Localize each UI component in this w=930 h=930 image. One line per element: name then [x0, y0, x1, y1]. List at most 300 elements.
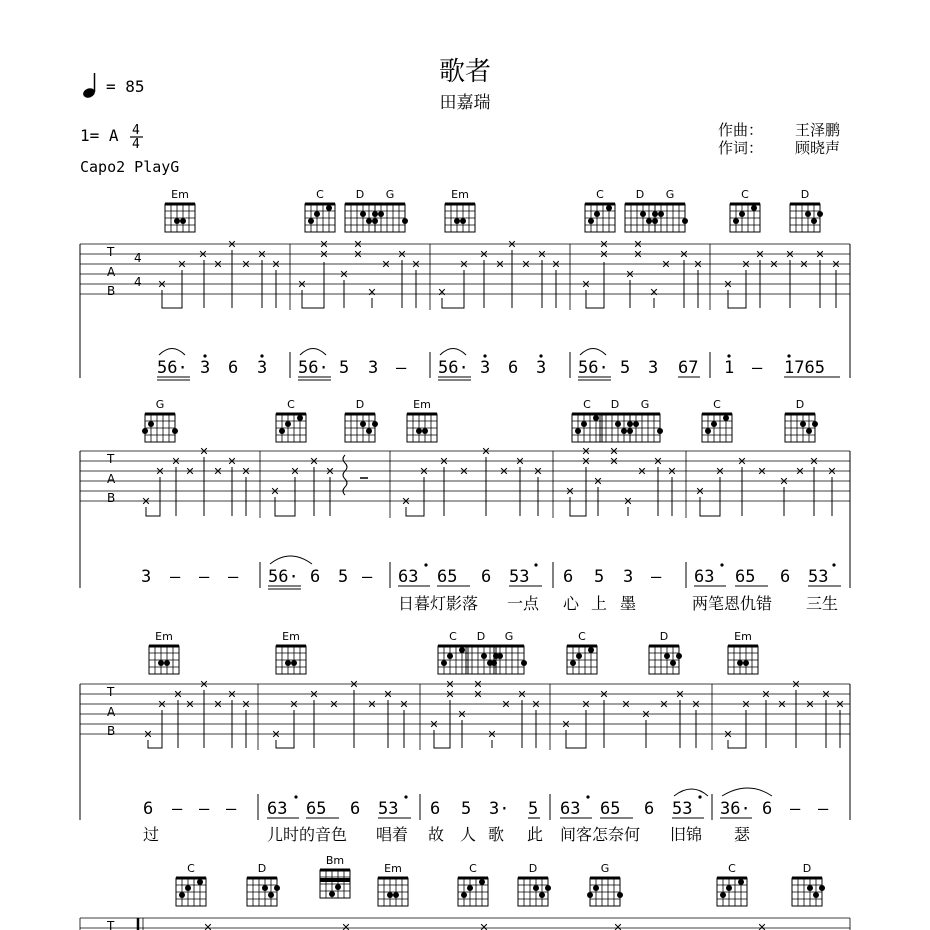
svg-text:✕: ✕ — [533, 465, 543, 478]
composer-name: 王泽鹏 — [795, 121, 841, 139]
chord-diagram — [785, 398, 818, 442]
svg-text:✕: ✕ — [487, 728, 497, 741]
svg-text:–: – — [362, 567, 373, 587]
svg-text:✕: ✕ — [290, 465, 300, 478]
svg-text:✕: ✕ — [737, 455, 747, 468]
chord-diagram — [378, 862, 408, 906]
tab-time-signature: 4 — [134, 275, 142, 289]
svg-text:1: 1 — [724, 358, 735, 378]
svg-text:✕: ✕ — [507, 238, 517, 251]
svg-text:✕: ✕ — [693, 258, 703, 271]
svg-text:✕: ✕ — [795, 465, 805, 478]
svg-text:5: 5 — [594, 567, 605, 587]
chord-diagram — [587, 862, 623, 906]
svg-text:6: 6 — [508, 358, 519, 378]
system-2 — [80, 398, 850, 613]
numbered-notation — [143, 788, 829, 820]
svg-text:✕: ✕ — [353, 238, 363, 251]
svg-text:✕: ✕ — [429, 718, 439, 731]
svg-text:65: 65 — [437, 567, 458, 587]
svg-text:3: 3 — [480, 358, 491, 378]
tab-clef: T — [107, 452, 115, 466]
tempo-marking: = 85 — [106, 77, 145, 96]
svg-text:✕: ✕ — [437, 286, 447, 299]
svg-text:✕: ✕ — [741, 258, 751, 271]
svg-text:✕: ✕ — [157, 278, 167, 291]
svg-text:✕: ✕ — [531, 698, 541, 711]
svg-text:D: D — [802, 862, 812, 875]
svg-text:56·: 56· — [268, 567, 299, 587]
svg-text:G: G — [155, 398, 165, 411]
chord-diagram — [792, 862, 825, 906]
chord-diagram — [276, 630, 306, 674]
svg-text:–: – — [752, 358, 763, 378]
chord-diagram — [717, 862, 747, 906]
svg-text:D: D — [610, 398, 620, 411]
svg-text:✕: ✕ — [479, 921, 489, 930]
svg-text:–: – — [651, 567, 662, 587]
svg-text:–: – — [199, 567, 210, 587]
svg-text:3: 3 — [536, 358, 547, 378]
chord-diagram — [728, 630, 758, 674]
svg-text:✕: ✕ — [171, 455, 181, 468]
chord-diagram — [790, 188, 823, 232]
chord-diagram — [445, 188, 475, 232]
system-3 — [80, 630, 850, 844]
svg-text:6: 6 — [563, 567, 574, 587]
svg-text:✕: ✕ — [637, 465, 647, 478]
svg-text:✕: ✕ — [623, 495, 633, 508]
svg-text:✕: ✕ — [185, 698, 195, 711]
chord-diagram — [585, 188, 615, 232]
svg-text:✕: ✕ — [227, 688, 237, 701]
svg-text:✕: ✕ — [203, 921, 213, 930]
svg-text:Em: Em — [734, 630, 752, 643]
svg-text:✕: ✕ — [439, 455, 449, 468]
svg-text:✕: ✕ — [155, 465, 165, 478]
key-signature: 1= A — [80, 126, 119, 145]
svg-text:✕: ✕ — [599, 688, 609, 701]
lyrics-line — [398, 594, 838, 613]
svg-text:✕: ✕ — [397, 248, 407, 261]
svg-text:✕: ✕ — [741, 698, 751, 711]
svg-text:6: 6 — [780, 567, 791, 587]
svg-text:✕: ✕ — [213, 698, 223, 711]
svg-text:✕: ✕ — [561, 718, 571, 731]
time-signature-bottom: 4 — [132, 137, 140, 152]
chord-diagram — [407, 398, 437, 442]
svg-text:✕: ✕ — [309, 688, 319, 701]
svg-text:D: D — [659, 630, 669, 643]
svg-text:✕: ✕ — [270, 485, 280, 498]
svg-text:✕: ✕ — [695, 485, 705, 498]
svg-text:✕: ✕ — [213, 465, 223, 478]
svg-text:✕: ✕ — [173, 688, 183, 701]
svg-text:✕: ✕ — [499, 465, 509, 478]
svg-text:✕: ✕ — [633, 248, 643, 261]
svg-text:✕: ✕ — [581, 455, 591, 468]
svg-text:✕: ✕ — [401, 495, 411, 508]
song-title: 歌者 — [438, 57, 492, 87]
svg-text:三生: 三生 — [806, 594, 839, 613]
svg-text:✕: ✕ — [715, 465, 725, 478]
chord-diagram — [276, 398, 306, 442]
svg-text:–: – — [790, 799, 801, 819]
svg-text:65: 65 — [600, 799, 621, 819]
svg-text:63: 63 — [560, 799, 581, 819]
svg-text:C: C — [583, 398, 591, 411]
svg-text:–: – — [396, 358, 407, 378]
system-4 — [80, 854, 850, 930]
svg-text:✕: ✕ — [367, 698, 377, 711]
svg-text:✕: ✕ — [815, 248, 825, 261]
tab-clef: T — [107, 685, 115, 699]
composer-label: 作曲： — [718, 121, 764, 139]
svg-text:–: – — [818, 799, 829, 819]
tab-clef: B — [107, 491, 116, 505]
svg-text:G: G — [665, 188, 675, 201]
svg-text:✕: ✕ — [757, 465, 767, 478]
svg-text:✕: ✕ — [501, 698, 511, 711]
svg-text:C: C — [728, 862, 736, 875]
svg-text:5: 5 — [461, 799, 472, 819]
chord-diagram — [600, 398, 633, 442]
svg-text:✕: ✕ — [515, 455, 525, 468]
svg-text:✕: ✕ — [419, 465, 429, 478]
svg-text:3·: 3· — [489, 799, 510, 819]
svg-text:✕: ✕ — [473, 678, 483, 691]
svg-text:✕: ✕ — [241, 465, 251, 478]
svg-text:63: 63 — [267, 799, 288, 819]
svg-text:✕: ✕ — [661, 258, 671, 271]
svg-text:✕: ✕ — [517, 688, 527, 701]
svg-text:✕: ✕ — [383, 688, 393, 701]
chord-diagram — [652, 188, 688, 232]
svg-text:✕: ✕ — [599, 238, 609, 251]
chord-diagram — [345, 398, 378, 442]
quarter-note-icon — [82, 73, 96, 99]
svg-text:一点: 一点 — [507, 594, 540, 613]
svg-text:D: D — [257, 862, 267, 875]
svg-text:✕: ✕ — [827, 465, 837, 478]
svg-text:6: 6 — [310, 567, 321, 587]
svg-text:C: C — [469, 862, 477, 875]
svg-text:✕: ✕ — [241, 698, 251, 711]
tab-clef: B — [107, 724, 116, 738]
chord-diagram — [149, 630, 179, 674]
svg-text:–: – — [199, 799, 210, 819]
svg-text:✕: ✕ — [227, 238, 237, 251]
svg-text:✕: ✕ — [157, 698, 167, 711]
svg-text:✕: ✕ — [445, 688, 455, 701]
svg-text:✕: ✕ — [297, 278, 307, 291]
chord-diagram — [176, 862, 206, 906]
svg-text:此: 此 — [527, 825, 544, 844]
lyrics-line — [143, 825, 751, 844]
svg-text:Em: Em — [171, 188, 189, 201]
svg-text:1765: 1765 — [784, 358, 825, 378]
svg-text:✕: ✕ — [445, 678, 455, 691]
svg-text:✕: ✕ — [399, 698, 409, 711]
svg-text:✕: ✕ — [809, 455, 819, 468]
svg-text:✕: ✕ — [481, 445, 491, 458]
tab-notes — [143, 678, 844, 741]
svg-text:✕: ✕ — [411, 258, 421, 271]
svg-text:–: – — [228, 567, 239, 587]
numbered-notation — [157, 349, 840, 381]
svg-text:Em: Em — [282, 630, 300, 643]
svg-text:✕: ✕ — [805, 698, 815, 711]
tab-clef: A — [107, 265, 116, 279]
svg-text:✕: ✕ — [551, 258, 561, 271]
svg-text:G: G — [504, 630, 514, 643]
svg-text:唱着: 唱着 — [376, 825, 409, 844]
svg-text:56·: 56· — [157, 358, 188, 378]
svg-text:56·: 56· — [438, 358, 469, 378]
svg-text:–: – — [172, 799, 183, 819]
svg-text:56·: 56· — [578, 358, 609, 378]
svg-text:Em: Em — [384, 862, 402, 875]
svg-text:G: G — [640, 398, 650, 411]
svg-text:✕: ✕ — [691, 698, 701, 711]
svg-text:D: D — [795, 398, 805, 411]
svg-text:✕: ✕ — [581, 278, 591, 291]
svg-text:✕: ✕ — [777, 698, 787, 711]
svg-text:✕: ✕ — [329, 698, 339, 711]
svg-text:56·: 56· — [298, 358, 329, 378]
svg-text:✕: ✕ — [641, 708, 651, 721]
svg-text:瑟: 瑟 — [734, 825, 751, 844]
svg-text:✕: ✕ — [667, 465, 677, 478]
svg-text:–: – — [170, 567, 181, 587]
chord-diagram — [165, 188, 195, 232]
svg-text:✕: ✕ — [779, 475, 789, 488]
svg-text:5: 5 — [338, 567, 349, 587]
svg-text:✕: ✕ — [319, 238, 329, 251]
svg-text:6: 6 — [350, 799, 361, 819]
chord-diagram — [372, 188, 408, 232]
svg-text:旧锦: 旧锦 — [670, 825, 703, 844]
chord-diagram — [567, 630, 597, 674]
svg-text:65: 65 — [306, 799, 327, 819]
svg-text:✕: ✕ — [367, 286, 377, 299]
chord-diagram — [142, 398, 178, 442]
svg-text:✕: ✕ — [521, 258, 531, 271]
svg-text:3: 3 — [200, 358, 211, 378]
system-1 — [80, 188, 850, 380]
svg-text:C: C — [741, 188, 749, 201]
svg-text:✕: ✕ — [341, 921, 351, 930]
svg-text:D: D — [355, 188, 365, 201]
svg-text:✕: ✕ — [457, 708, 467, 721]
svg-text:✕: ✕ — [479, 248, 489, 261]
svg-text:儿时的音色: 儿时的音色 — [267, 825, 348, 844]
svg-text:✕: ✕ — [757, 921, 767, 930]
svg-text:✕: ✕ — [653, 455, 663, 468]
svg-text:✕: ✕ — [755, 248, 765, 261]
svg-text:✕: ✕ — [649, 286, 659, 299]
svg-text:✕: ✕ — [177, 258, 187, 271]
svg-text:3: 3 — [648, 358, 659, 378]
svg-text:67: 67 — [678, 358, 699, 378]
svg-text:✕: ✕ — [257, 248, 267, 261]
svg-text:D: D — [635, 188, 645, 201]
svg-text:✕: ✕ — [459, 465, 469, 478]
svg-text:6: 6 — [644, 799, 655, 819]
song-artist: 田嘉瑞 — [439, 93, 491, 113]
svg-text:✕: ✕ — [609, 445, 619, 458]
svg-text:✕: ✕ — [609, 455, 619, 468]
chord-diagram — [572, 398, 602, 442]
svg-text:Bm: Bm — [325, 854, 345, 867]
svg-text:✕: ✕ — [761, 688, 771, 701]
svg-text:✕: ✕ — [581, 445, 591, 458]
svg-text:5: 5 — [620, 358, 631, 378]
chord-diagram — [730, 188, 760, 232]
svg-text:✕: ✕ — [769, 258, 779, 271]
svg-text:Em: Em — [155, 630, 173, 643]
chord-diagram — [627, 398, 663, 442]
tab-clef: T — [107, 919, 115, 930]
svg-text:✕: ✕ — [213, 258, 223, 271]
svg-text:53: 53 — [509, 567, 530, 587]
svg-text:日暮灯影落: 日暮灯影落 — [398, 594, 479, 613]
svg-text:D: D — [528, 862, 538, 875]
svg-text:✕: ✕ — [537, 248, 547, 261]
svg-text:✕: ✕ — [599, 248, 609, 261]
svg-text:D: D — [476, 630, 486, 643]
svg-text:Em: Em — [413, 398, 431, 411]
svg-text:✕: ✕ — [821, 688, 831, 701]
svg-text:✕: ✕ — [791, 678, 801, 691]
chord-diagram — [458, 862, 488, 906]
svg-text:✕: ✕ — [353, 248, 363, 261]
svg-text:G: G — [600, 862, 610, 875]
chord-diagram — [702, 398, 732, 442]
svg-text:✕: ✕ — [141, 495, 151, 508]
svg-text:故: 故 — [428, 825, 445, 844]
svg-text:G: G — [385, 188, 395, 201]
svg-text:3: 3 — [257, 358, 268, 378]
svg-text:63: 63 — [694, 567, 715, 587]
svg-text:✕: ✕ — [309, 455, 319, 468]
chord-diagram — [649, 630, 682, 674]
svg-text:歌: 歌 — [488, 825, 505, 844]
svg-text:✕: ✕ — [381, 258, 391, 271]
svg-text:✕: ✕ — [679, 248, 689, 261]
chord-diagram — [345, 188, 378, 232]
svg-text:✕: ✕ — [799, 258, 809, 271]
chord-diagram — [247, 862, 280, 906]
svg-text:✕: ✕ — [198, 248, 208, 261]
tab-clef: B — [107, 284, 116, 298]
svg-text:53: 53 — [672, 799, 693, 819]
svg-text:✕: ✕ — [659, 698, 669, 711]
svg-text:D: D — [355, 398, 365, 411]
svg-text:两笔恩仇错: 两笔恩仇错 — [692, 594, 773, 613]
svg-text:C: C — [287, 398, 295, 411]
svg-text:C: C — [596, 188, 604, 201]
svg-text:53: 53 — [378, 799, 399, 819]
svg-text:C: C — [187, 862, 195, 875]
tab-notes — [203, 921, 766, 930]
svg-text:63: 63 — [398, 567, 419, 587]
svg-text:✕: ✕ — [625, 268, 635, 281]
svg-text:✕: ✕ — [199, 678, 209, 691]
svg-text:–: – — [226, 799, 237, 819]
svg-text:✕: ✕ — [199, 445, 209, 458]
svg-text:✕: ✕ — [339, 268, 349, 281]
svg-text:✕: ✕ — [581, 698, 591, 711]
svg-text:✕: ✕ — [723, 728, 733, 741]
svg-text:过: 过 — [143, 825, 160, 844]
svg-text:间客怎奈何: 间客怎奈何 — [560, 825, 641, 844]
svg-text:✕: ✕ — [319, 248, 329, 261]
svg-text:C: C — [713, 398, 721, 411]
svg-text:✕: ✕ — [271, 728, 281, 741]
chord-diagram — [625, 188, 658, 232]
svg-text:5: 5 — [339, 358, 350, 378]
svg-text:53: 53 — [808, 567, 829, 587]
numbered-notation — [141, 556, 841, 589]
svg-text:✕: ✕ — [613, 921, 623, 930]
svg-text:✕: ✕ — [675, 688, 685, 701]
svg-text:C: C — [578, 630, 586, 643]
svg-text:✕: ✕ — [325, 465, 335, 478]
chord-diagram — [518, 862, 551, 906]
svg-text:6: 6 — [143, 799, 154, 819]
svg-text:3: 3 — [141, 567, 152, 587]
tab-clef: T — [107, 245, 115, 259]
tab-clef: A — [107, 472, 116, 486]
svg-text:✕: ✕ — [349, 678, 359, 691]
chord-diagram — [305, 188, 335, 232]
tab-time-signature: 4 — [134, 251, 142, 265]
svg-text:✕: ✕ — [633, 238, 643, 251]
svg-text:✕: ✕ — [621, 698, 631, 711]
svg-text:✕: ✕ — [459, 258, 469, 271]
svg-text:✕: ✕ — [241, 258, 251, 271]
svg-text:6: 6 — [228, 358, 239, 378]
svg-text:✕: ✕ — [785, 248, 795, 261]
lyricist-label: 作词： — [718, 139, 764, 157]
tab-notes — [157, 238, 840, 299]
svg-text:D: D — [800, 188, 810, 201]
capo-info: Capo2 PlayG — [80, 158, 180, 176]
svg-text:✕: ✕ — [723, 278, 733, 291]
chord-diagram — [438, 630, 468, 674]
svg-text:上: 上 — [591, 594, 608, 613]
svg-text:✕: ✕ — [831, 258, 841, 271]
svg-text:36·: 36· — [720, 799, 751, 819]
svg-text:6: 6 — [481, 567, 492, 587]
svg-text:✕: ✕ — [835, 698, 845, 711]
svg-text:✕: ✕ — [289, 698, 299, 711]
time-signature-top: 4 — [132, 123, 140, 138]
svg-text:5: 5 — [528, 799, 539, 819]
svg-text:✕: ✕ — [271, 258, 281, 271]
svg-text:心: 心 — [563, 594, 580, 613]
lyricist-name: 顾晓声 — [795, 139, 841, 157]
svg-text:C: C — [449, 630, 457, 643]
svg-text:✕: ✕ — [227, 455, 237, 468]
svg-text:65: 65 — [735, 567, 756, 587]
svg-text:✕: ✕ — [593, 475, 603, 488]
svg-text:人: 人 — [460, 825, 477, 844]
svg-text:3: 3 — [368, 358, 379, 378]
svg-text:✕: ✕ — [185, 465, 195, 478]
svg-text:C: C — [316, 188, 324, 201]
